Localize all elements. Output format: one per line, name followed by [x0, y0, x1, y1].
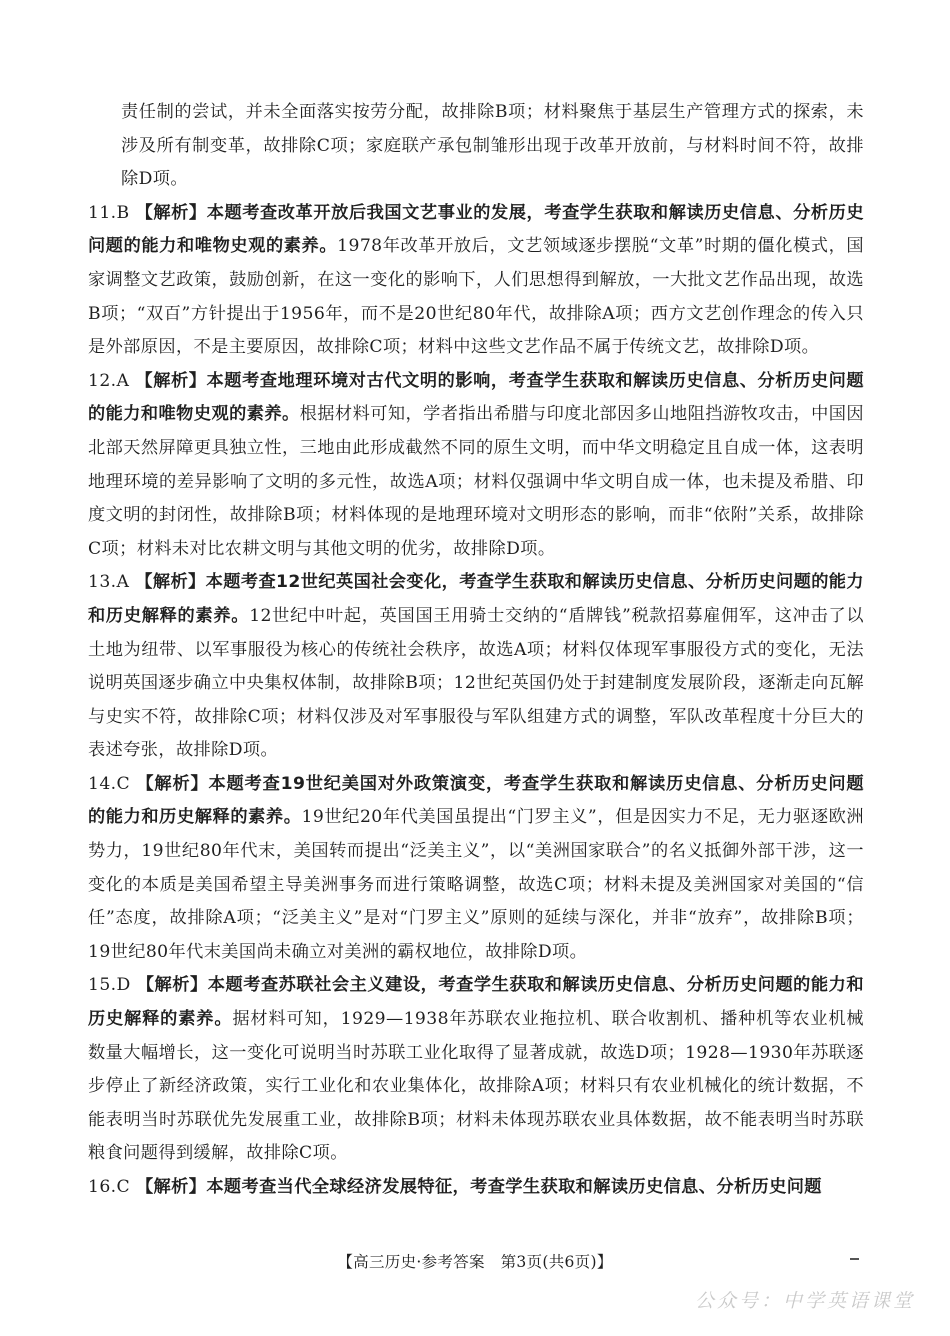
- item-analysis-lead: 【解析】本题考查地理环境对古代文明的影响，考查学生获取和解读历史信息、分析历史问题的能力和唯物史观的素养。: [88, 370, 864, 425]
- item-analysis-text: 12世纪中叶起，英国国王用骑士交纳的“盾牌钱”税款招募雇佣军，这冲击了以土地为纽带、以军事服役为核心的传统社会秩序，故选A项；材料仅体现军事服役方式的变化，无法说明英国逐步确立中央集权体制，故排除B项；12世纪英国仍处于封建制度发展阶段，逐渐走向瓦解与史实不符，故排除C项；材料仅涉及对军事服役与军队组建方式的调整，军队改革程度十分巨大的表述夸张，故排除D项。: [88, 605, 864, 761]
- answer-item-16: [88, 1171, 864, 1205]
- item-number: 11.B: [88, 202, 130, 223]
- item-analysis-text: 据材料可知，1929—1938年苏联农业拖拉机、联合收割机、播种机等农业机械数量大幅增长，这一变化可说明当时苏联工业化取得了显著成就，故选D项；1928—1930年苏联逐步停止了新经济政策，实行工业化和农业集体化，故排除A项；材料只有农业机械化的统计数据，不能表明当时苏联优先发展重工业，故排除B项；材料未体现苏联农业具体数据，故不能表明当时苏联粮食问题得到缓解，故排除C项。: [88, 1009, 864, 1164]
- item-analysis-lead: 【解析】本题考查改革开放后我国文艺事业的发展，考查学生获取和解读历史信息、分析历史问题的能力和唯物史观的素养。: [88, 202, 864, 257]
- watermark: 公众号：中学英语课堂: [695, 1290, 916, 1312]
- item-analysis-lead: 【解析】本题考查12世纪英国社会变化，考查学生获取和解读历史信息、分析历史问题的能力和历史解释的素养。: [88, 572, 864, 626]
- answer-item-12: [88, 365, 864, 567]
- item-number: 12.A: [88, 370, 130, 391]
- footer-mark: [850, 1258, 859, 1260]
- answer-item-14: [88, 768, 864, 970]
- item-analysis-lead: 【解析】本题考查19世纪美国对外政策演变，考查学生获取和解读历史信息、分析历史问题的能力和历史解释的素养。: [88, 773, 864, 828]
- item-number: 13.A: [88, 572, 130, 593]
- intro-paragraph: 责任制的尝试，并未全面落实按劳分配，故排除B项；材料聚焦于基层生产管理方式的探索，未涉及所有制变革，故排除C项；家庭联产承包制雏形出现于改革开放前，与材料时间不符，故排除D项。: [121, 102, 864, 190]
- item-number: 16.C: [88, 1177, 131, 1197]
- item-analysis-text: 19世纪20年代美国虽提出“门罗主义”，但是因实力不足，无力驱逐欧洲势力，19世纪80年代末，美国转而提出“泛美主义”，以“美洲国家联合”的名义抵御外部干涉，这一变化的本质是美国希望主导美洲事务而进行策略调整，故选C项；材料未提及美洲国家对美国的“信任”态度，故排除A项；“泛美主义”是对“门罗主义”原则的延续与深化，并非“放弃”，故排除B项；19世纪80年代末美国尚未确立对美洲的霸权地位，故排除D项。: [88, 807, 864, 962]
- item-analysis-text: 根据材料可知，学者指出希腊与印度北部因多山地阻挡游牧攻击，中国因北部天然屏障更具独立性，三地由此形成截然不同的原生文明，而中华文明稳定且自成一体，这表明地理环境的差异影响了文明的多元性，故选A项；材料仅强调中华文明自成一体，也未提及希腊、印度文明的封闭性，故排除B项；材料体现的是地理环境对文明形态的影响，而非“依附”关系，故排除C项；材料未对比农耕文明与其他文明的优劣，故排除D项。: [88, 404, 864, 559]
- page-footer: 【高三历史·参考答案 第3页(共6页)】: [337, 1253, 613, 1271]
- answer-item-13: [88, 566, 864, 768]
- answer-item-11: [88, 197, 864, 365]
- answer-content: [88, 96, 864, 1205]
- item-analysis-lead: 【解析】本题考查当代全球经济发展特征，考查学生获取和解读历史信息、分析历史问题: [135, 1177, 822, 1197]
- item-number: 15.D: [88, 975, 131, 996]
- item-analysis-lead: 【解析】本题考查苏联社会主义建设，考查学生获取和解读历史信息、分析历史问题的能力和历史解释的素养。: [88, 975, 864, 1030]
- item-analysis-text: 1978年改革开放后，文艺领域逐步摆脱“文革”时期的僵化模式，国家调整文艺政策，鼓励创新，在这一变化的影响下，人们思想得到解放，一大批文艺作品出现，故选B项；“双百”方针提出于1956年，而不是20世纪80年代，故排除A项；西方文艺创作理念的传入只是外部原因，不是主要原因，故排除C项；材料中这些文艺作品不属于传统文艺，故排除D项。: [88, 236, 864, 358]
- answer-item-15: [88, 969, 864, 1171]
- item-number: 14.C: [88, 773, 131, 794]
